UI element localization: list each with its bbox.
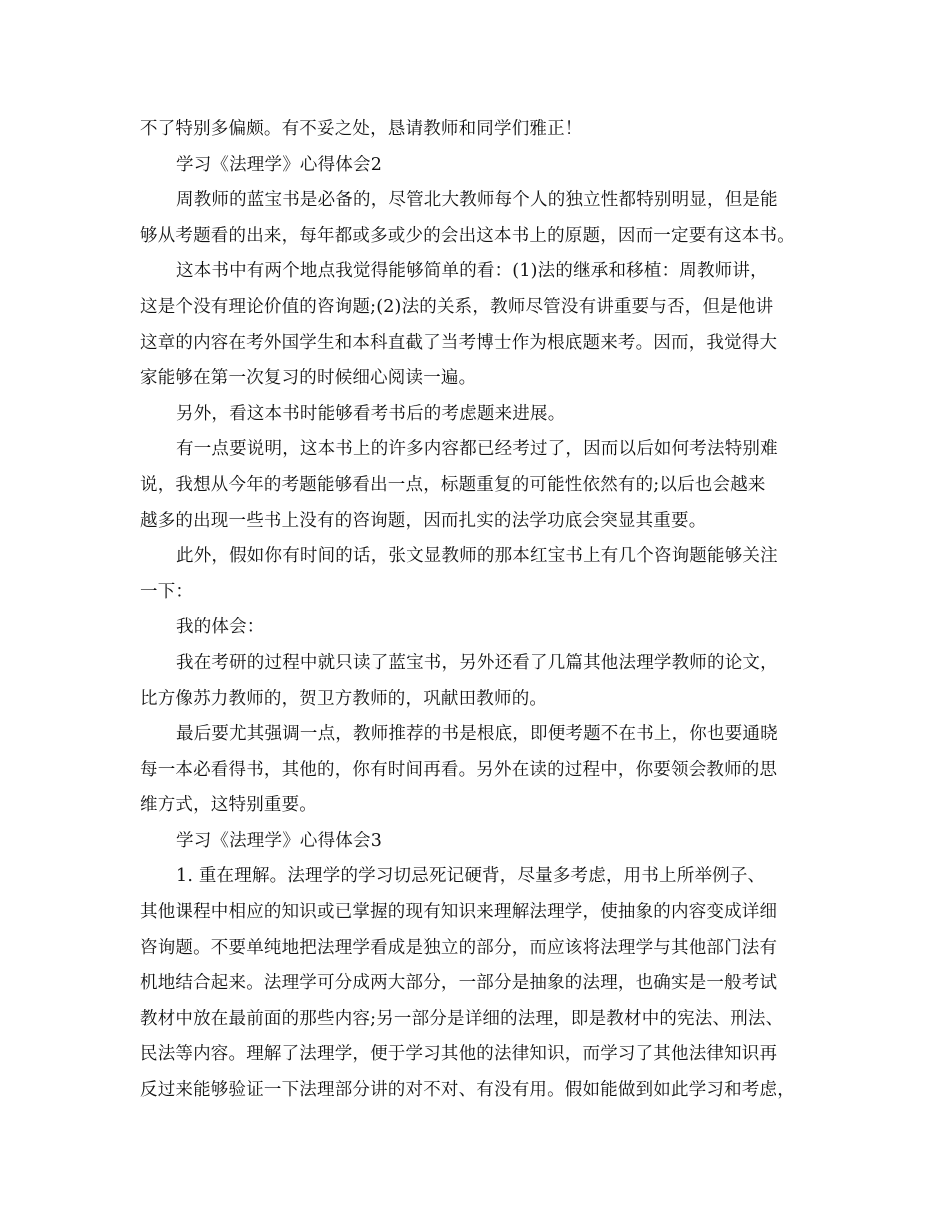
text-line: 1. 重在理解。法理学的学习切忌死记硬背，尽量多考虑，用书上所举例子、: [176, 866, 766, 887]
text-line: 周教师的蓝宝书是必备的，尽管北大教师每个人的独立性都特别明显，但是能: [176, 190, 778, 211]
text-line: 教材中放在最前面的那些内容;另一部分是详细的法理，即是教材中的宪法、刑法、: [140, 1008, 784, 1029]
text-line: 这章的内容在考外国学生和本科直截了当考博士作为根底题来考。因而，我觉得大: [140, 332, 778, 353]
text-line: 我的体会：: [176, 617, 265, 638]
text-line: 说，我想从今年的考题能够看出一点，标题重复的可能性依然有的;以后也会越来: [140, 474, 766, 495]
text-line: 其他课程中相应的知识或已掌握的现有知识来理解法理学，使抽象的内容变成详细: [140, 902, 778, 923]
text-line: 机地结合起来。法理学可分成两大部分，一部分是抽象的法理，也确实是一般考试: [140, 973, 778, 994]
document-page: [140, 112, 820, 1109]
text-line: 反过来能够验证一下法理部分讲的对不对、有没有用。假如能做到如此学习和考虑，: [140, 1080, 795, 1101]
section-heading: 学习《法理学》心得体会3: [176, 830, 383, 851]
text-line: 有一点要说明，这本书上的许多内容都已经考过了，因而以后如何考法特别难: [176, 439, 778, 460]
text-line: 每一本必看得书，其他的，你有时间再看。另外在读的过程中，你要领会教师的思: [140, 759, 778, 780]
text-line: 这本书中有两个地点我觉得能够简单的看：(1)法的继承和移植：周教师讲，: [176, 261, 768, 282]
text-line: 不了特别多偏颇。有不妥之处，恳请教师和同学们雅正！: [140, 119, 583, 139]
text-line: 家能够在第一次复习的时候细心阅读一遍。: [140, 368, 477, 389]
text-line: 越多的出现一些书上没有的咨询题，因而扎实的法学功底会突显其重要。: [140, 510, 707, 531]
text-line: 维方式，这特别重要。: [140, 795, 317, 816]
text-line: 一下：: [140, 581, 194, 602]
text-line: 我在考研的过程中就只读了蓝宝书，另外还看了几篇其他法理学教师的论文，: [176, 652, 778, 673]
text-line: 另外，看这本书时能够看考书后的考虑题来进展。: [176, 403, 566, 424]
section-heading: 学习《法理学》心得体会2: [176, 154, 383, 175]
text-line: 这是个没有理论价值的咨询题;(2)法的关系，教师尽管没有讲重要与否，但是他讲: [140, 296, 774, 317]
text-line: 民法等内容。理解了法理学，便于学习其他的法律知识，而学习了其他法律知识再: [140, 1044, 778, 1065]
text-line: 此外，假如你有时间的话，张文显教师的那本红宝书上有几个咨询题能够关注: [176, 546, 778, 567]
text-line: 够从考题看的出来，每年都或多或少的会出这本书上的原题，因而一定要有这本书。: [140, 225, 795, 246]
text-line: 咨询题。不要单纯地把法理学看成是独立的部分，而应该将法理学与其他部门法有: [140, 937, 778, 958]
text-line: 最后要尤其强调一点，教师推荐的书是根底，即便考题不在书上，你也要通晓: [176, 724, 778, 745]
text-line: 比方像苏力教师的，贺卫方教师的，巩献田教师的。: [140, 688, 548, 709]
